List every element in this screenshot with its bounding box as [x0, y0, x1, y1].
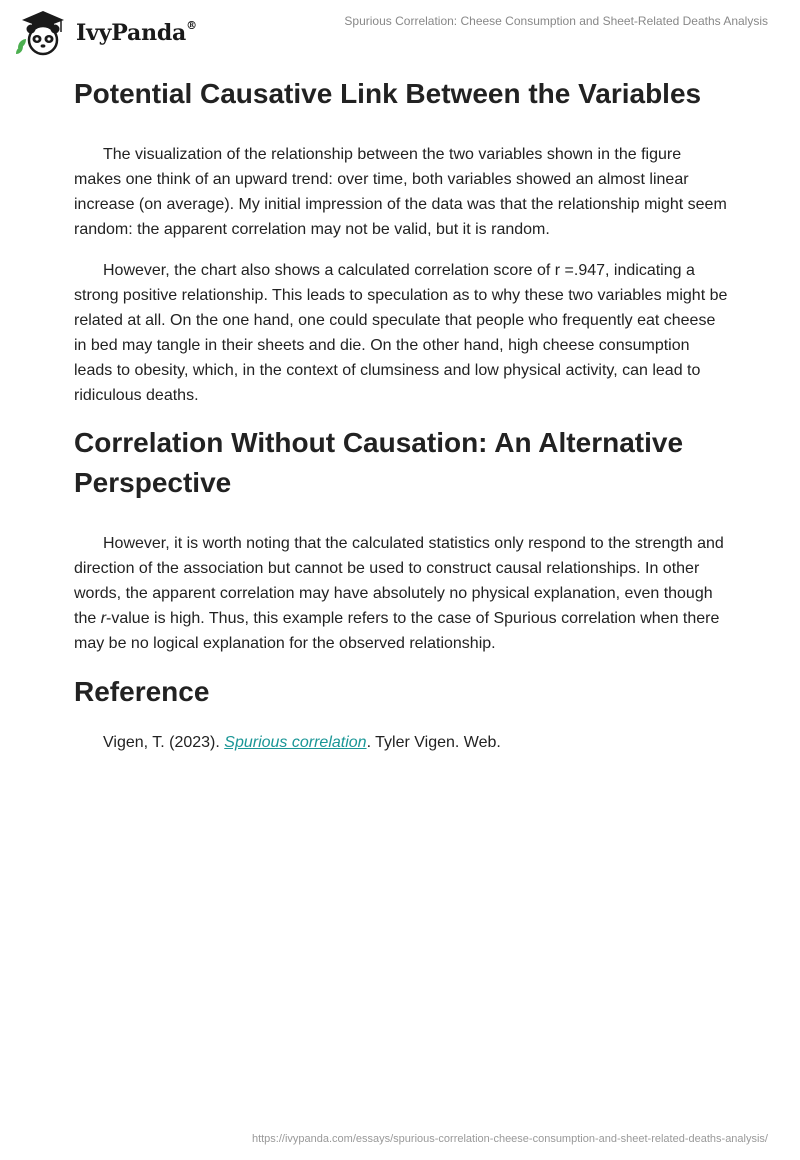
article-content — [74, 74, 730, 755]
section-heading-reference: Reference — [74, 676, 210, 707]
page-header — [0, 0, 800, 60]
paragraph-correlation-score: However, the chart also shows a calculated correlation score of r =.947, indicating a strong positive relationship. This leads to speculation as to why these two variables might be related at all. On the one hand, one could speculate that people who frequently eat cheese in bed may tangle in their sheets and die. On the other hand, high cheese consumption leads to obesity, which, in the context of clumsiness and low physical activity, can lead to ridiculous deaths. — [74, 262, 728, 404]
panda-graduate-icon — [14, 8, 72, 56]
footer-url: https://ivypanda.com/essays/spurious-correlation-cheese-consumption-and-sheet-related-deaths-analysis/ — [251, 1133, 768, 1145]
running-title: Spurious Correlation: Cheese Consumption and Sheet-Related Deaths Analysis — [344, 14, 768, 28]
paragraph-visualization: The visualization of the relationship between the two variables shown in the figure makes one think of an upward trend: over time, both variables showed an almost linear increase (on average). My initial impression of the data was that the relationship might seem random: the apparent correlation may not be valid, but it is random. — [74, 146, 727, 238]
section-heading-correlation-without-causation: Correlation Without Causation: An Alternative Perspective — [74, 427, 684, 498]
reference-entry: Vigen, T. (2023). Spurious correlation. Tyler Vigen. Web. — [103, 734, 501, 751]
brand-name: IvyPanda® — [76, 18, 197, 46]
reference-link[interactable]: Spurious correlation — [224, 734, 367, 751]
paragraph-statistics-note: However, it is worth noting that the calculated statistics only respond to the strength and direction of the association but cannot be used to construct causal relationships. In other words, the apparent correlation may have absolutely no physical explanation, even though the r-value is high. Thus, this example refers to the case of Spurious correlation when there may be no logical explanation for the observed relationship. — [74, 535, 724, 652]
brand-logo[interactable] — [14, 8, 197, 56]
section-heading-causative-link: Potential Causative Link Between the Variables — [74, 78, 702, 109]
